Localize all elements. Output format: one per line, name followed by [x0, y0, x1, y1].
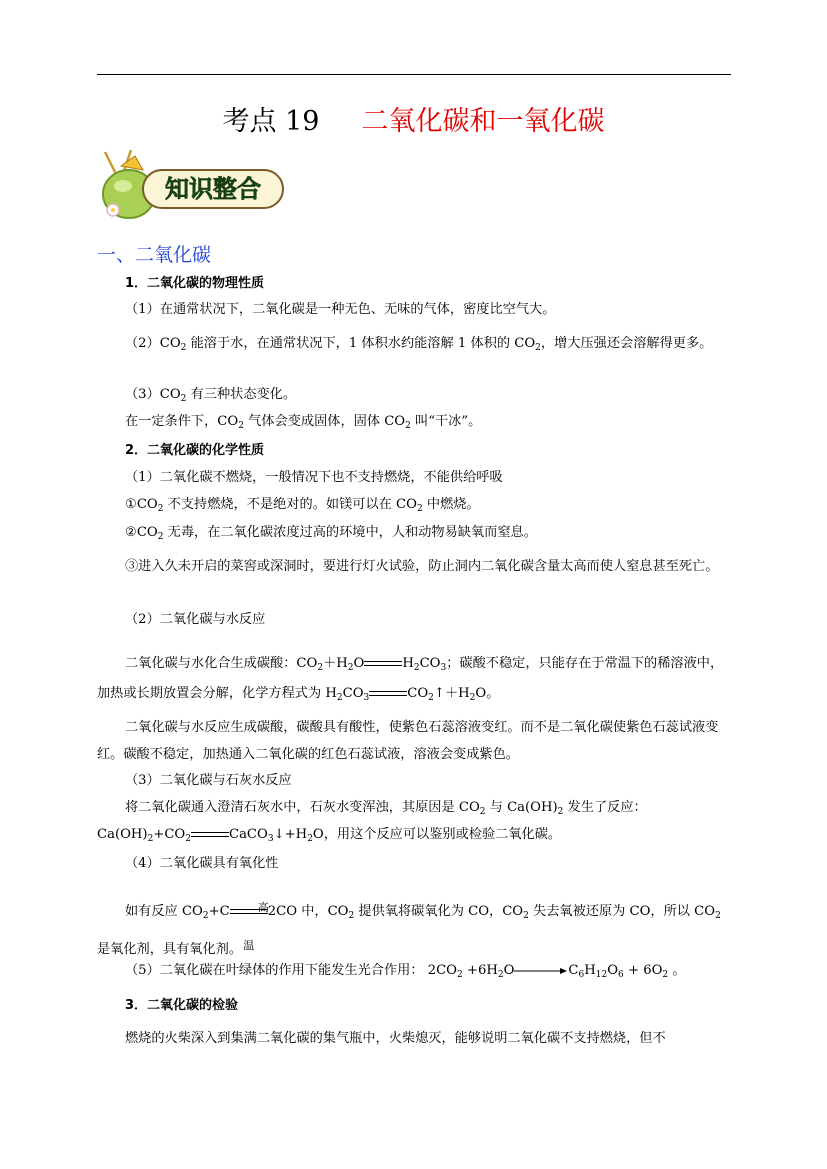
paragraph: （3）二氧化碳与石灰水反应	[125, 773, 292, 788]
paragraph: （1）在通常状况下，二氧化碳是一种无色、无味的气体，密度比空气大。	[125, 302, 556, 317]
topic-number: 考点 19	[222, 106, 320, 137]
paragraph: （1）二氧化碳不燃烧，一般情况下也不支持燃烧，不能供给呼吸	[125, 470, 503, 485]
paragraph: 如有反应 $CO_2+C$ 高温 2CO 中，$CO_2$ 提供氧将碳氧化为 CO，$CO_2$ 失去氧被还原为 CO，所以 $CO_2$ 是氧化剂，具有氧化剂。	[97, 900, 721, 957]
paragraph: 二氧化碳与水化合生成碳酸：$CO_2+H_2O$ $H_2CO_3$；碳酸不稳定，只能存在于常温下的稀溶液中，加热或长期放置会分解，化学方程式为 $H_2CO_3$ $CO_2↑+H_2O$。	[97, 656, 724, 703]
subheading-chemical: 2．二氧化碳的化学性质	[125, 443, 265, 458]
paragraph: $(3)CO_2$ 有三种状态变化。	[125, 387, 297, 404]
paragraph: $Ca(OH)_2+CO_2$ $CaCO_3↓+H_2O$，用这个反应可以鉴别或检验二氧化碳。	[97, 827, 562, 844]
badge-text: 知识整合	[165, 175, 261, 203]
header-rule	[97, 74, 731, 75]
section-heading: 一、二氧化碳	[97, 244, 212, 266]
paragraph: （4）二氧化碳具有氧化性	[125, 856, 279, 871]
subheading-detection: 3．二氧化碳的检验	[125, 998, 239, 1013]
paragraph: ③进入久未开启的菜窖或深洞时，要进行灯火试验，防止洞内二氧化碳含量太高而使人窒息甚至死亡。	[125, 559, 719, 574]
paragraph: $(2)CO_2$ 能溶于水，在通常状况下，1 体积水约能溶解 1 体积的 $CO_2$，增大压强还会溶解得更多。	[125, 336, 713, 353]
subheading-physical: 1．二氧化碳的物理性质	[125, 276, 265, 291]
page-title	[0, 104, 827, 140]
paragraph: （5）二氧化碳在叶绿体的作用下能发生光合作用： $2CO_2 +6H_2O$ $C_6H_{12}O_6 + 6O_2$ 。	[125, 963, 686, 980]
knowledge-badge	[101, 150, 287, 220]
paragraph: 燃烧的火柴深入到集满二氧化碳的集气瓶中，火柴熄灭，能够说明二氧化碳不支持燃烧，但不	[125, 1031, 666, 1046]
paragraph: 将二氧化碳通入澄清石灰水中，石灰水变浑浊，其原因是 $CO_2$ 与 $Ca(OH)_2$ 发生了反应：	[125, 800, 647, 817]
topic-title: 二氧化碳和一氧化碳	[361, 106, 605, 137]
reaction-arrow	[514, 966, 568, 976]
paragraph: $②CO_2$ 无毒，在二氧化碳浓度过高的环境中，人和动物易缺氧而窒息。	[125, 525, 537, 542]
paragraph: （2）二氧化碳与水反应	[125, 612, 266, 627]
paragraph: $①CO_2$ 不支持燃烧，不是绝对的。如镁可以在 $CO_2$ 中燃烧。	[125, 497, 480, 514]
paragraph: 二氧化碳与水反应生成碳酸，碳酸具有酸性，使紫色石蕊溶液变红。而不是二氧化碳使紫色石蕊试液变红。碳酸不稳定，加热通入二氧化碳的红色石蕊试液，溶液会变成紫色。	[97, 720, 719, 762]
paragraph: 在一定条件下，$CO_2$ 气体会变成固体，固体 $CO_2$ 叫“干冰”。	[125, 414, 482, 431]
